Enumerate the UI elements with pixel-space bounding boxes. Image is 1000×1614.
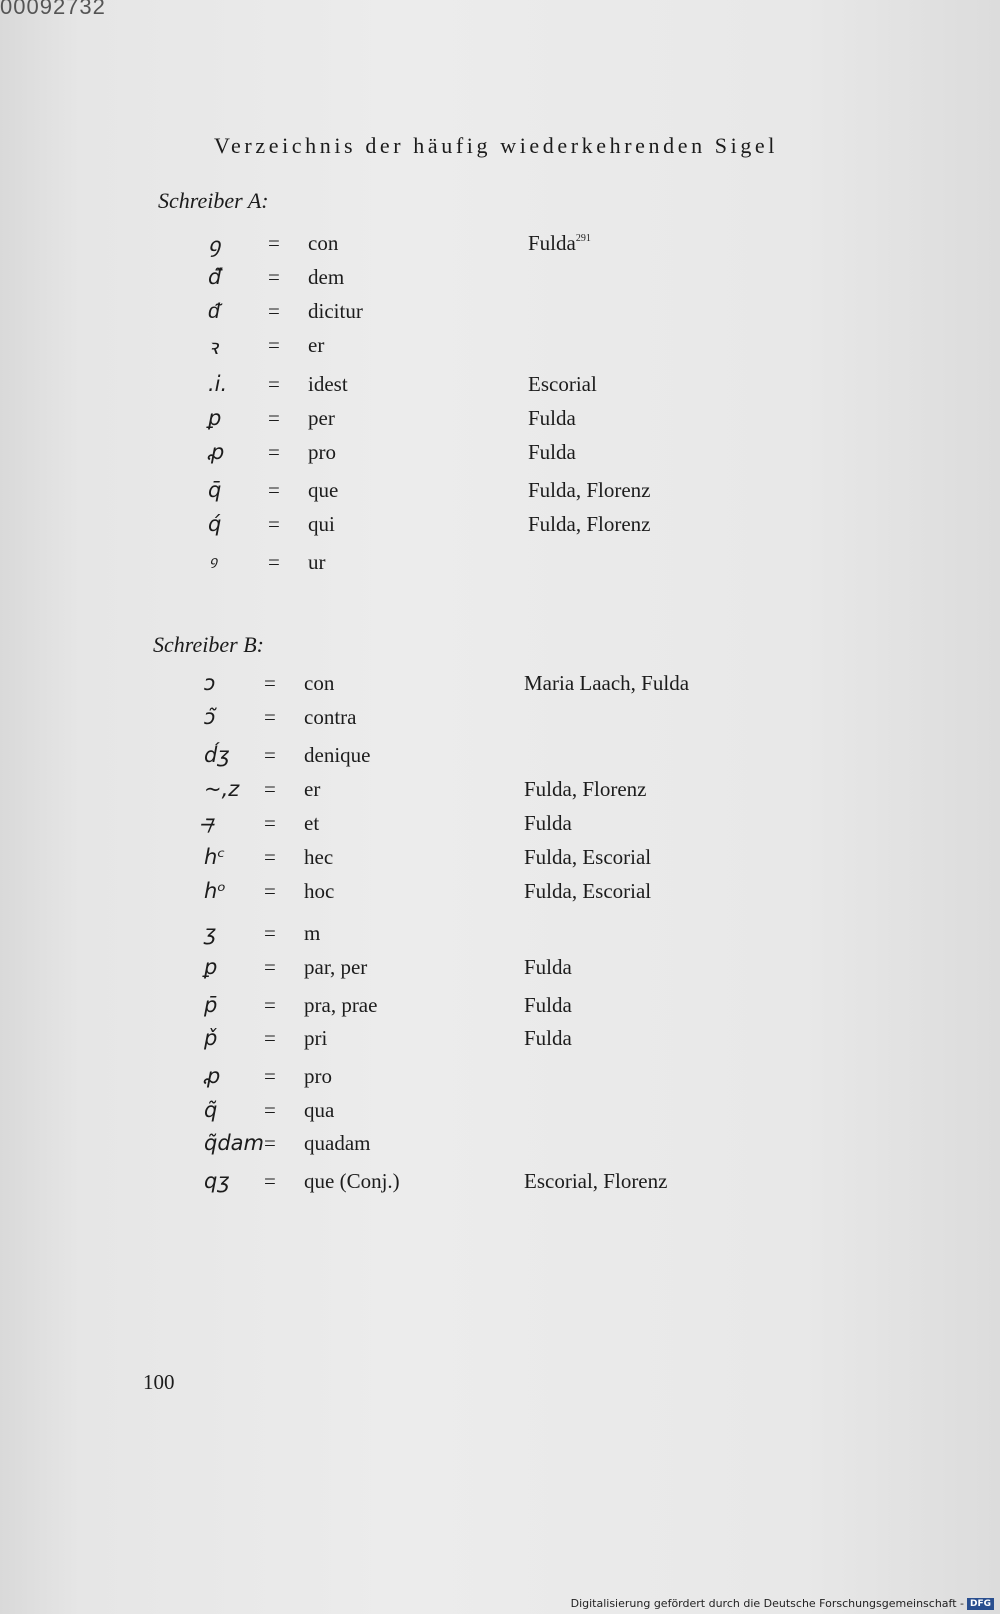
sigel-meaning: pra, prae (304, 993, 378, 1017)
sigel-source (524, 993, 572, 1018)
sigel-row (204, 1026, 964, 1058)
sigel-source (524, 879, 651, 904)
sigel-symbol: q́ (208, 512, 222, 536)
sigel-source (524, 777, 646, 802)
sigel-symbol: ꝯ (208, 233, 221, 257)
sigel-meaning: pri (304, 1026, 328, 1050)
sigel-meaning: et (304, 811, 320, 835)
equals-sign: = (268, 299, 280, 323)
sigel-row (204, 921, 964, 953)
sigel-row (204, 879, 964, 911)
sigel-row (204, 845, 964, 877)
source-text: Fulda, Florenz (524, 777, 647, 801)
sigel-row (208, 478, 968, 510)
footer (571, 1597, 994, 1610)
dfg-logo: DFG (967, 1598, 994, 1610)
sigel-meaning: hoc (304, 879, 335, 903)
sigel-symbol: ꝓ (208, 440, 225, 464)
sigel-row (208, 406, 968, 438)
source-text: Fulda, Florenz (528, 478, 651, 502)
equals-sign: = (268, 372, 280, 396)
equals-sign: = (268, 406, 280, 430)
sigel-source (528, 406, 576, 431)
equals-sign: = (268, 231, 280, 255)
sigel-source (524, 671, 689, 696)
sigel-meaning: dicitur (308, 299, 363, 323)
sigel-meaning: er (304, 777, 321, 801)
equals-sign: = (268, 478, 280, 502)
sigel-meaning: dem (308, 265, 345, 289)
sigel-meaning: m (304, 921, 321, 945)
sigel-meaning: con (304, 671, 335, 695)
sigel-meaning: ur (308, 550, 326, 574)
source-text: Fulda (524, 993, 572, 1017)
sigel-symbol: hᶜ (204, 845, 226, 869)
sigel-symbol: d́ʒ (204, 743, 230, 767)
sigel-symbol: ↄ̃ (204, 705, 216, 729)
equals-sign: = (264, 955, 276, 979)
equals-sign: = (268, 512, 280, 536)
sigel-row (208, 299, 968, 331)
sigel-meaning: que (308, 478, 339, 502)
sigel-symbol: .i. (208, 372, 228, 396)
sigel-row (204, 1131, 964, 1163)
footer-text: Digitalisierung gefördert durch die Deutsche Forschungsgemeinschaft - (570, 1597, 964, 1610)
sigel-symbol: ꝛ (208, 335, 218, 359)
sigel-row (204, 1098, 964, 1130)
sigel-meaning: idest (308, 372, 348, 396)
equals-sign: = (264, 1169, 276, 1193)
sigel-source (524, 845, 651, 870)
source-text: Fulda, Escorial (524, 879, 652, 903)
source-text: Fulda (528, 406, 576, 430)
sigel-symbol: q̃ (204, 1098, 218, 1122)
equals-sign: = (264, 1026, 276, 1050)
sigel-symbol: q̄ (208, 478, 222, 502)
sigel-row (204, 743, 964, 775)
sigel-row (204, 811, 964, 843)
sigel-symbol: ⁊̶ (204, 811, 215, 835)
sigel-meaning: contra (304, 705, 357, 729)
page-title: Verzeichnis der häufig wiederkehrenden Sigel (214, 133, 779, 158)
sigel-symbol: ʒ (204, 921, 217, 945)
sigel-symbol: ↄ (204, 671, 216, 695)
sigel-symbol: qʒ (204, 1169, 230, 1193)
sigel-row (204, 1169, 964, 1201)
page-id: 00092732 (0, 0, 106, 19)
source-text: Fulda, Florenz (528, 512, 651, 536)
sigel-source (524, 1026, 572, 1051)
sigel-meaning: per (308, 406, 335, 430)
equals-sign: = (264, 671, 276, 695)
equals-sign: = (268, 550, 280, 574)
sigel-symbol: ꝓ (204, 1064, 221, 1088)
sigel-meaning: qua (304, 1098, 335, 1122)
source-text: Fulda (524, 1026, 572, 1050)
sigel-source (524, 1169, 667, 1194)
footnote-marker: 291 (575, 233, 591, 244)
equals-sign: = (264, 879, 276, 903)
sigel-source (524, 955, 572, 980)
sigel-meaning: er (308, 333, 325, 357)
sigel-meaning: pro (304, 1064, 332, 1088)
equals-sign: = (268, 333, 280, 357)
sigel-symbol: ᵭ (208, 299, 220, 323)
sigel-source (528, 231, 591, 256)
equals-sign: = (264, 845, 276, 869)
sigel-symbol: đ̃ (208, 265, 222, 289)
page-number: 100 (143, 1370, 175, 1394)
sigel-symbol: ꝑ (204, 955, 218, 979)
equals-sign: = (264, 743, 276, 767)
equals-sign: = (268, 265, 280, 289)
sigel-row (208, 333, 968, 365)
sigel-symbol: p̌ (204, 1026, 218, 1050)
sigel-row (208, 550, 968, 582)
sigel-symbol: p̄ (204, 993, 218, 1017)
section-b-heading: Schreiber B: (153, 632, 264, 657)
sigel-source (528, 478, 650, 503)
sigel-source (528, 512, 650, 537)
sigel-source (524, 811, 572, 836)
equals-sign: = (264, 777, 276, 801)
equals-sign: = (264, 705, 276, 729)
sigel-source (528, 372, 597, 397)
equals-sign: = (264, 921, 276, 945)
source-text: Escorial (528, 372, 597, 396)
equals-sign: = (268, 440, 280, 464)
source-text: Maria Laach, Fulda (524, 671, 690, 695)
sigel-row (204, 993, 964, 1025)
equals-sign: = (264, 811, 276, 835)
equals-sign: = (264, 1064, 276, 1088)
sigel-symbol: ~,z (204, 777, 240, 801)
sigel-meaning: con (308, 231, 339, 255)
equals-sign: = (264, 1098, 276, 1122)
sigel-source (528, 440, 576, 465)
sigel-row (208, 231, 968, 263)
sigel-symbol: ꝰ (208, 552, 217, 576)
source-text: Escorial, Florenz (524, 1169, 668, 1193)
source-text: Fulda (528, 440, 576, 464)
sigel-row (204, 1064, 964, 1096)
sigel-symbol: q̃dam (204, 1131, 264, 1155)
sigel-row (204, 777, 964, 809)
source-text: Fulda (524, 811, 572, 835)
sigel-meaning: par, per (304, 955, 368, 979)
source-text: Fulda (528, 231, 576, 255)
source-text: Fulda, Escorial (524, 845, 652, 869)
sigel-row (208, 440, 968, 472)
sigel-row (204, 671, 964, 703)
sigel-meaning: quadam (304, 1131, 371, 1155)
section-a-heading: Schreiber A: (158, 188, 269, 213)
sigel-row (204, 705, 964, 737)
equals-sign: = (264, 1131, 276, 1155)
sigel-meaning: hec (304, 845, 334, 869)
source-text: Fulda (524, 955, 572, 979)
sigel-meaning: que (Conj.) (304, 1169, 400, 1193)
sigel-symbol: hᵒ (204, 879, 226, 903)
sigel-row (208, 265, 968, 297)
sigel-row (204, 955, 964, 987)
sigel-meaning: qui (308, 512, 335, 536)
sigel-row (208, 372, 968, 404)
sigel-row (208, 512, 968, 544)
sigel-meaning: pro (308, 440, 336, 464)
sigel-meaning: denique (304, 743, 371, 767)
equals-sign: = (264, 993, 276, 1017)
sigel-symbol: ꝑ (208, 406, 222, 430)
